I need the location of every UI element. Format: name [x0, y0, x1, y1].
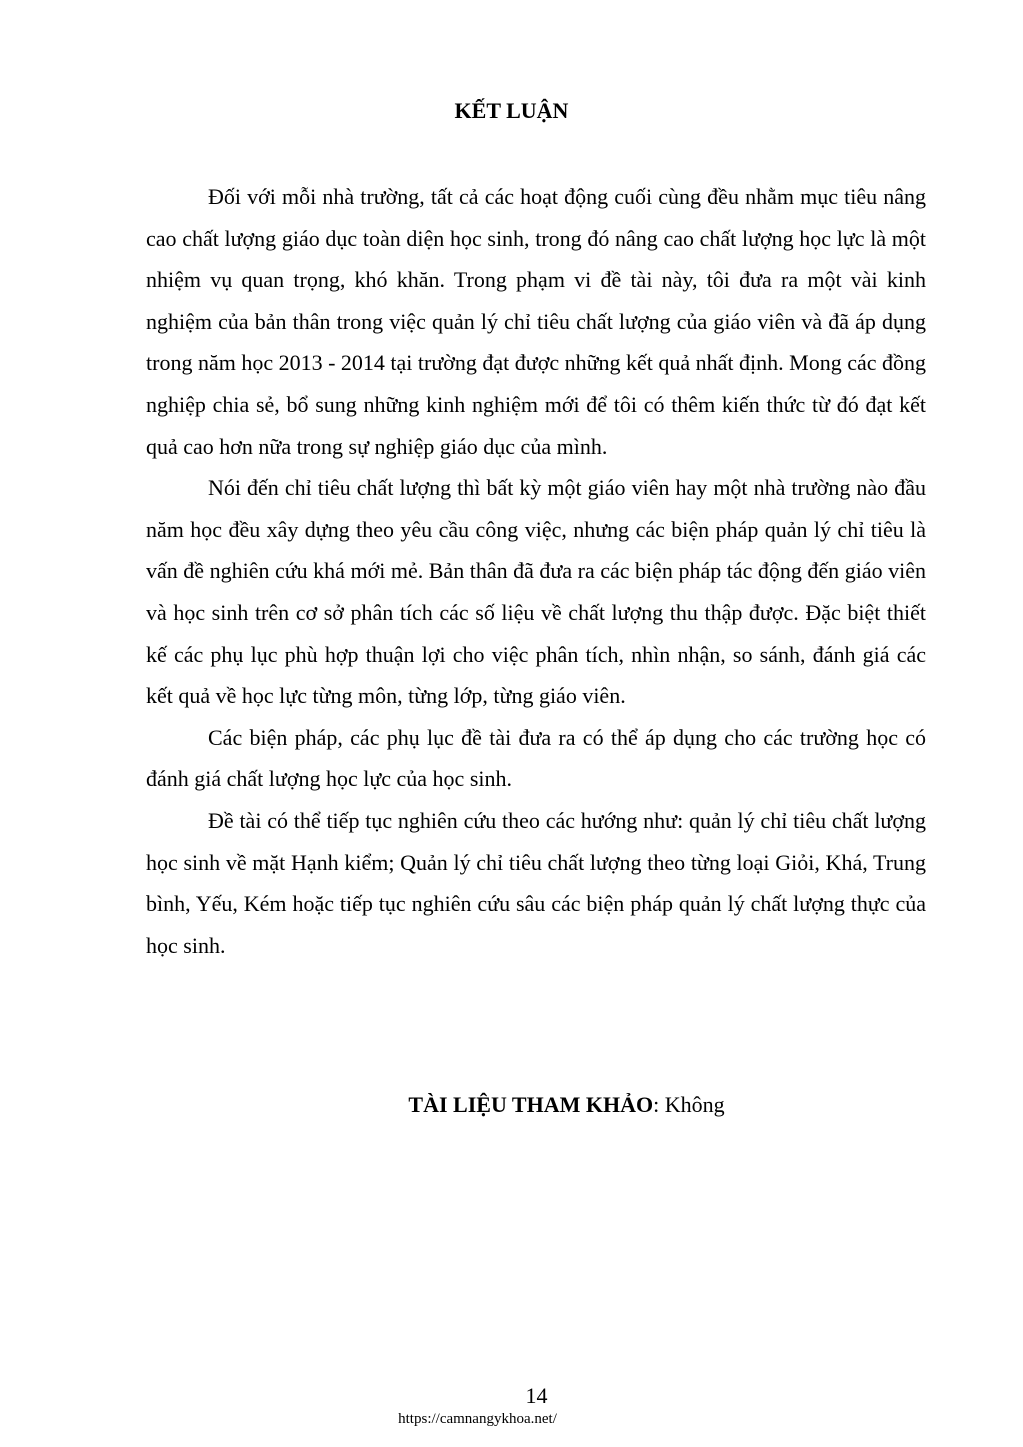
references-line: [0, 1090, 1023, 1120]
body-text: [146, 176, 926, 966]
references-value: : Không: [653, 1092, 725, 1117]
references-label: TÀI LIỆU THAM KHẢO: [408, 1092, 654, 1117]
paragraph-3: Các biện pháp, các phụ lục đề tài đưa ra có thể áp dụng cho các trường học có đánh giá chất lượng học lực của học sinh.: [146, 724, 926, 792]
page-number: 14: [525, 1383, 548, 1408]
section-heading: KẾT LUẬN: [454, 98, 569, 123]
footer-url[interactable]: https://camnangykhoa.net/: [398, 1411, 557, 1427]
paragraph-4: Đề tài có thể tiếp tục nghiên cứu theo các hướng như: quản lý chỉ tiêu chất lượng học sinh về mặt Hạnh kiểm; Quản lý chỉ tiêu chất lượng theo từng loại Giỏi, Khá, Trung bình, Yếu, Kém hoặc tiếp tục nghiên cứu sâu các biện pháp quản lý chất lượng thực của học sinh.: [146, 807, 926, 958]
paragraph-1: Đối với mỗi nhà trường, tất cả các hoạt động cuối cùng đều nhằm mục tiêu nâng cao chất lượng giáo dục toàn diện học sinh, trong đó nâng cao chất lượng học lực là một nhiệm vụ quan trọng, khó khăn. Trong phạm vi đề tài này, tôi đưa ra một vài kinh nghiệm của bản thân trong việc quản lý chỉ tiêu chất lượng của giáo viên và đã áp dụng trong năm học 2013 - 2014 tại trường đạt được những kết quả nhất định. Mong các đồng nghiệp chia sẻ, bổ sung những kinh nghiệm mới để tôi có thêm kiến thức từ đó đạt kết quả cao hơn nữa trong sự nghiệp giáo dục của mình.: [146, 184, 927, 459]
paragraph-2: Nói đến chỉ tiêu chất lượng thì bất kỳ một giáo viên hay một nhà trường nào đầu năm học đều xây dựng theo yêu cầu công việc, nhưng các biện pháp quản lý chỉ tiêu là vấn đề nghiên cứu khá mới mẻ. Bản thân đã đưa ra các biện pháp tác động đến giáo viên và học sinh trên cơ sở phân tích các số liệu về chất lượng thu thập được. Đặc biệt thiết kế các phụ lục phù hợp thuận lợi cho việc phân tích, nhìn nhận, so sánh, đánh giá các kết quả về học lực từng môn, từng lớp, từng giáo viên.: [146, 475, 926, 709]
